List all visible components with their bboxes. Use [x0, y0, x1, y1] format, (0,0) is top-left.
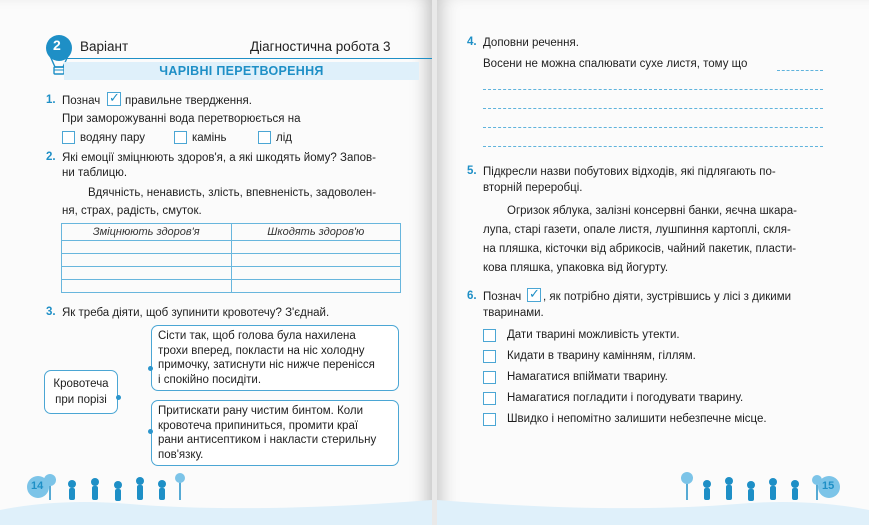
q5-line-2: вторній переробці. [483, 182, 583, 194]
bleeding-line-2: при порізі [55, 394, 107, 406]
q1-text-before: Познач [62, 95, 101, 107]
q6-option-3-checkbox[interactable] [483, 371, 496, 384]
page-number-right: 15 [822, 480, 835, 492]
q6-number: 6. [467, 290, 477, 302]
q2-words-line-2: ня, страх, радість, смуток. [62, 205, 202, 217]
table-cell[interactable] [62, 267, 232, 280]
check-sample-icon: ✓ [109, 90, 120, 105]
answer-line[interactable] [483, 146, 823, 147]
connector-dot-left[interactable] [116, 395, 121, 400]
bleeding-cut-box[interactable] [44, 370, 118, 414]
q4-sentence: Восени не можна спалювати сухе листя, тому що [483, 58, 748, 70]
table-cell[interactable] [231, 280, 401, 293]
col-strengthen-header: Зміцнюють здоров'я [62, 224, 232, 241]
q4-text: Доповни речення. [483, 37, 579, 49]
q2-line-2: ни таблицю. [62, 167, 128, 179]
table-cell[interactable] [62, 241, 232, 254]
connector-dot-option-2[interactable] [148, 429, 153, 434]
check-sample-icon: ✓ [529, 286, 540, 301]
q1-text-after: правильне твердження. [125, 95, 252, 107]
option-1-line: примочку, затиснути ніс нижче перенісся [158, 359, 375, 371]
q6-option-5-checkbox[interactable] [483, 413, 496, 426]
q1-option-2-checkbox[interactable] [174, 131, 187, 144]
q5-number: 5. [467, 165, 477, 177]
q2-words-line-1: Вдячність, ненависть, злість, впевненість, задоволен- [88, 187, 377, 199]
table-cell[interactable] [62, 280, 232, 293]
answer-line[interactable] [483, 127, 823, 128]
q5-items-line[interactable]: на пляшка, кісточки від абрикосів, чайний пакетик, пласти- [483, 243, 797, 255]
q1-number: 1. [46, 94, 56, 106]
q5-items-line[interactable]: Огризок яблука, залізні консервні банки, яєчна шкара- [507, 205, 797, 217]
q1-option-1-checkbox[interactable] [62, 131, 75, 144]
topic-banner: ЧАРІВНІ ПЕРЕТВОРЕННЯ [64, 62, 419, 80]
col-harm-header: Шкодять здоров'ю [231, 224, 401, 241]
q6-option-1-label: Дати тварині можливість утекти. [507, 329, 680, 341]
variant-number: 2 [53, 37, 61, 53]
option-2-line: кровотеча припиниться, промити краї [158, 419, 359, 432]
q5-line-1: Підкресли назви побутових відходів, які підлягають по- [483, 166, 776, 178]
q3-text: Як треба діяти, щоб зупинити кровотечу? З'єднай. [62, 307, 330, 319]
q1-statement: При заморожуванні вода перетворюється на [62, 113, 301, 125]
q6-option-4-label: Намагатися погладити і погодувати тварину. [507, 392, 744, 404]
q6-text-before: Познач [483, 291, 522, 303]
page-number-left: 14 [31, 480, 44, 492]
table-cell[interactable] [231, 254, 401, 267]
q1-option-2-label: камінь [192, 132, 227, 144]
q6-line-2: тваринами. [483, 307, 544, 319]
q6-option-5-label: Швидко і непомітно залишити небезпечне місце. [507, 413, 767, 425]
answer-line[interactable] [483, 108, 823, 109]
option-1-line: Сісти так, щоб голова була нахилена [158, 330, 356, 342]
q6-option-4-checkbox[interactable] [483, 392, 496, 405]
q5-items-line[interactable]: кова пляшка, упаковка від йогурту. [483, 262, 669, 274]
q3-number: 3. [46, 306, 56, 318]
action-option-1-box[interactable] [151, 325, 399, 391]
option-1-line: і спокійно посидіти. [158, 373, 262, 386]
bleeding-line-1: Кровотеча [53, 378, 109, 390]
answer-line[interactable] [483, 89, 823, 90]
answer-line[interactable] [777, 70, 823, 71]
left-page [0, 0, 432, 525]
variant-label: Варіант [80, 39, 129, 54]
q6-option-2-label: Кидати в тварину камінням, гіллям. [507, 350, 696, 362]
footer-children-decoration-icon [437, 470, 869, 525]
q1-option-3-checkbox[interactable] [258, 131, 271, 144]
table-cell[interactable] [231, 267, 401, 280]
footer-children-decoration-icon [0, 470, 432, 525]
q6-option-3-label: Намагатися впіймати тварину. [507, 371, 668, 383]
emotions-table [61, 223, 401, 293]
option-1-line: трохи вперед, покласти на ніс холодну [158, 344, 365, 357]
q5-items-line[interactable]: лупа, старі газети, опале листя, лушпиння картоплі, скля- [483, 224, 791, 236]
q6-text-after: , як потрібно діяти, зустрівшись у лісі з дикими [543, 291, 792, 303]
connector-dot-option-1[interactable] [148, 366, 153, 371]
q2-number: 2. [46, 151, 56, 163]
table-cell[interactable] [231, 241, 401, 254]
right-page [437, 0, 869, 525]
option-2-line: Притискати рану чистим бинтом. Коли [158, 405, 364, 417]
q1-option-3-label: лід [276, 132, 292, 144]
q1-option-1-label: водяну пару [80, 132, 145, 144]
table-cell[interactable] [62, 254, 232, 267]
q4-number: 4. [467, 36, 477, 48]
work-title: Діагностична робота 3 [250, 39, 391, 54]
action-option-2-box[interactable] [151, 400, 399, 466]
option-2-line: пов'язку. [158, 448, 204, 461]
option-2-line: рани антисептиком і накласти стерильну [158, 434, 377, 446]
q6-option-2-checkbox[interactable] [483, 350, 496, 363]
header-rule [62, 58, 432, 59]
q2-line-1: Які емоції зміцнюють здоров'я, а які шкодять йому? Запов- [62, 152, 376, 164]
q6-option-1-checkbox[interactable] [483, 329, 496, 342]
